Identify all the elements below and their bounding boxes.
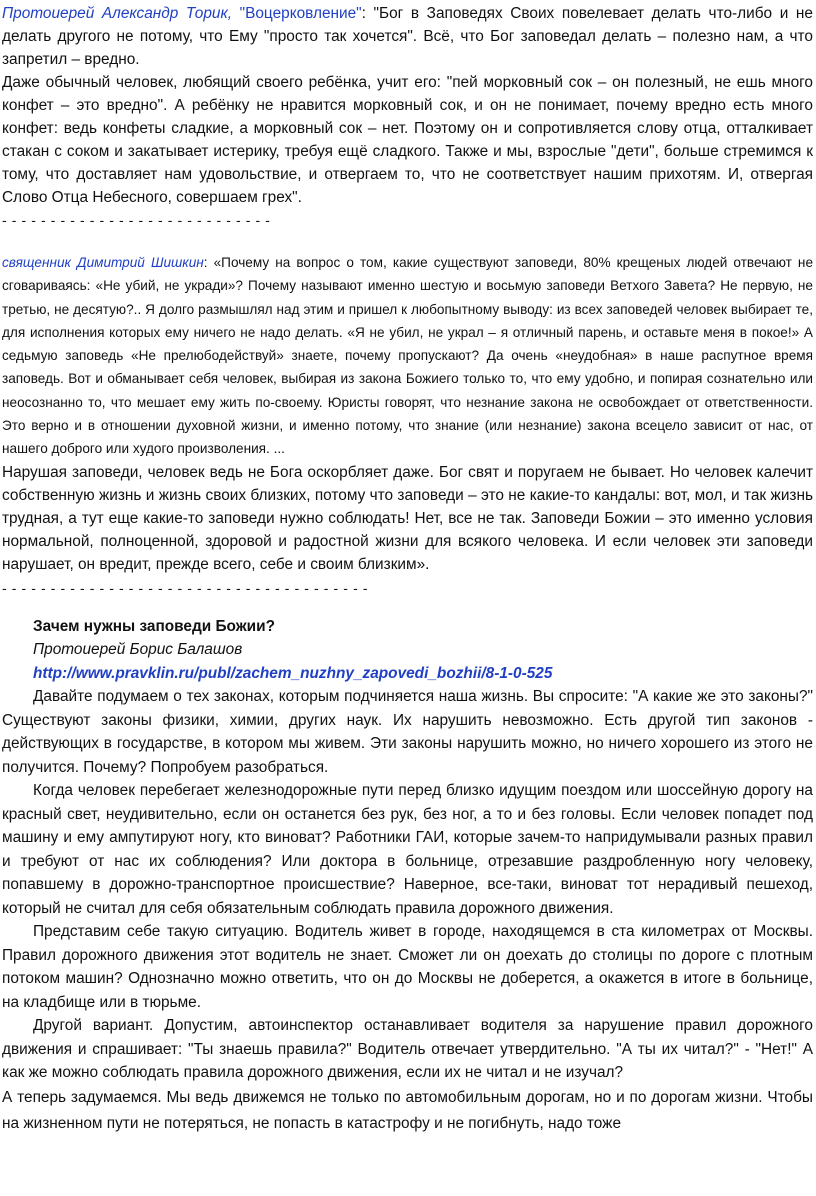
article-body-continued <box>2 1085 813 1138</box>
torik-paragraph-2: Даже обычный человек, любящий своего ребёнка, учит его: "пей морковный сок – он полезный, не ешь много конфет – это вредно". А ребёнку не нравится морковный сок, и он не понимает, почему вредно есть много конфет: ведь конфеты сладкие, а морковный сок – нет. Поэтому он и сопротивляется слову отца, отталкивает стакан с соком и закатывает истерику, требуя ещё сладкого. Также и мы, взрослые "дети", больше стремимся к тому, что доставляет нам удовольствие, и отвергаем то, что не соответствует нашим прихотям. И, отвергая Слово Отца Небесного, совершаем грех". <box>2 74 813 206</box>
article-paragraph-2: Когда человек перебегает железнодорожные пути перед близко идущим поездом или шоссейную дорогу на красный свет, неудивительно, если он останется без рук, без ног, а то и без головы. Если человек попадет под машину и ему ампутируют ногу, кто виноват? Работники ГАИ, которые зачем-то напридумывали разных правил и требуют от нас их соблюдения? Или доктора в больнице, отрезавшие раздробленную ногу человеку, попавшему в дорожно-транспортное происшествие? Наверное, все-таки, виноват тот нерадивый пешеход, который не считал для себя обязательным соблюдать правила дорожного движения. <box>2 782 813 917</box>
divider-1: - - - - - - - - - - - - - - - - - - - - - - - - - - - - <box>2 212 271 228</box>
article-paragraph-1: Давайте подумаем о тех законах, которым подчиняется наша жизнь. Вы спросите: "А какие же это законы?" Существуют законы физики, химии, других наук. Их нарушить невозможно. Есть другой тип законов - действующих в государстве, в котором мы живем. Эти законы нарушить можно, но ничего хорошего из этого не получится. Почему? Попробуем разобраться. <box>2 688 813 776</box>
shishkin-quote <box>2 251 813 461</box>
author-torik: Протоиерей Александр Торик, <box>2 5 233 22</box>
torik-quote <box>2 2 813 209</box>
article-paragraph-4: Другой вариант. Допустим, автоинспектор останавливает водителя за нарушение правил дорожного движения и спрашивает: "Ты знаешь правила?" Водитель отвечает утвердительно. "А ты их читал?" - "Нет!" А как же можно соблюдать правила дорожного движения, если их не читал и не изучал? <box>2 1017 813 1082</box>
shishkin-quote-continued <box>2 461 813 577</box>
spacer <box>2 231 813 251</box>
shishkin-text: : «Почему на вопрос о том, какие существуют заповеди, 80% крещеных людей отвечают не сговариваясь: «Не убий, не укради»? Почему называют именно шестую и восьмую заповеди Ветхого Завета? Не первую, не третью, не десятую?.. Я долго размышлял над этим и пришел к любопытному выводу: из всех заповедей человек выбирает те, для исполнения которых ему ничего не надо делать. «Я не убил, не украл – я отличный парень, и оставьте меня в покое!» А седьмую заповедь «Не прелюбодействуй» знаете, почему пропускают? Да очень «неудобная» в наше распутное время заповедь. Вот и обманывает себя человек, выбирая из закона Божиего только то, что ему удобно, и попирая сознательно или неосознанно то, что мешает ему жить по-своему. Юристы говорят, что незнание закона не освобождает от ответственности. Это верно и в отношении духовной жизни, и именно потому, что знание (или незнание) закона всецело зависит от нас, от нашего доброго или худого произволения. ... <box>2 255 814 457</box>
article-paragraph-5: А теперь задумаемся. Мы ведь движемся не только по автомобильным дорогам, но и по дорогам жизни. Чтобы на жизненном пути не потеряться, не попасть в катастрофу и не погибнуть, надо тоже <box>2 1088 813 1133</box>
article-heading: Зачем нужны заповеди Божии? <box>33 617 275 635</box>
source-title: "Воцерковление" <box>239 5 362 22</box>
torik-text-1: : "Бог в Заповедях Своих повелевает делать что-либо и не делать другого не потому, что Ему "просто так хочется". Всё, что Бог заповедал делать – полезно нам, а что запретил – вредно. <box>2 5 813 68</box>
spacer <box>2 599 813 615</box>
article-byline: Протоиерей Борис Балашов <box>33 641 243 659</box>
shishkin-paragraph-2: Нарушая заповеди, человек ведь не Бога оскорбляет даже. Бог свят и поругаем не бывает. Но человек калечит собственную жизнь и жизнь своих близких, потому что заповеди – это не какие-то кандалы: вот, мол, и так жизнь трудная, а тут еще какие-то заповеди нужно соблюдать! Нет, все не так. Заповеди Божии – это именно условия нормальной, полноценной, здоровой и радостной жизни для всякого человека. И если человек эти заповеди нарушает, он вредит, прежде всего, себе и своим близким». <box>2 463 813 574</box>
article-paragraph-3: Представим себе такую ситуацию. Водитель живет в городе, находящемся в ста километрах от Москвы. Правил дорожного движения этот водитель не знает. Сможет ли он доехать до столицы по дороге с плотным потоком машин? Однозначно можно ответить, что он до Москвы не доберется, а окажется в итоге в больнице, на кладбище или в тюрьме. <box>2 923 813 1011</box>
article-source-link[interactable]: http://www.pravklin.ru/publ/zachem_nuzhny_zapovedi_bozhii/8-1-0-525 <box>33 664 553 682</box>
shishkin-paragraph <box>2 251 813 461</box>
divider-2: - - - - - - - - - - - - - - - - - - - - - - - - - - - - - - - - - - - - - - <box>2 579 369 596</box>
article-body <box>2 685 813 1085</box>
torik-paragraph-1 <box>2 2 813 71</box>
author-shishkin: священник Димитрий Шишкин <box>2 255 204 270</box>
